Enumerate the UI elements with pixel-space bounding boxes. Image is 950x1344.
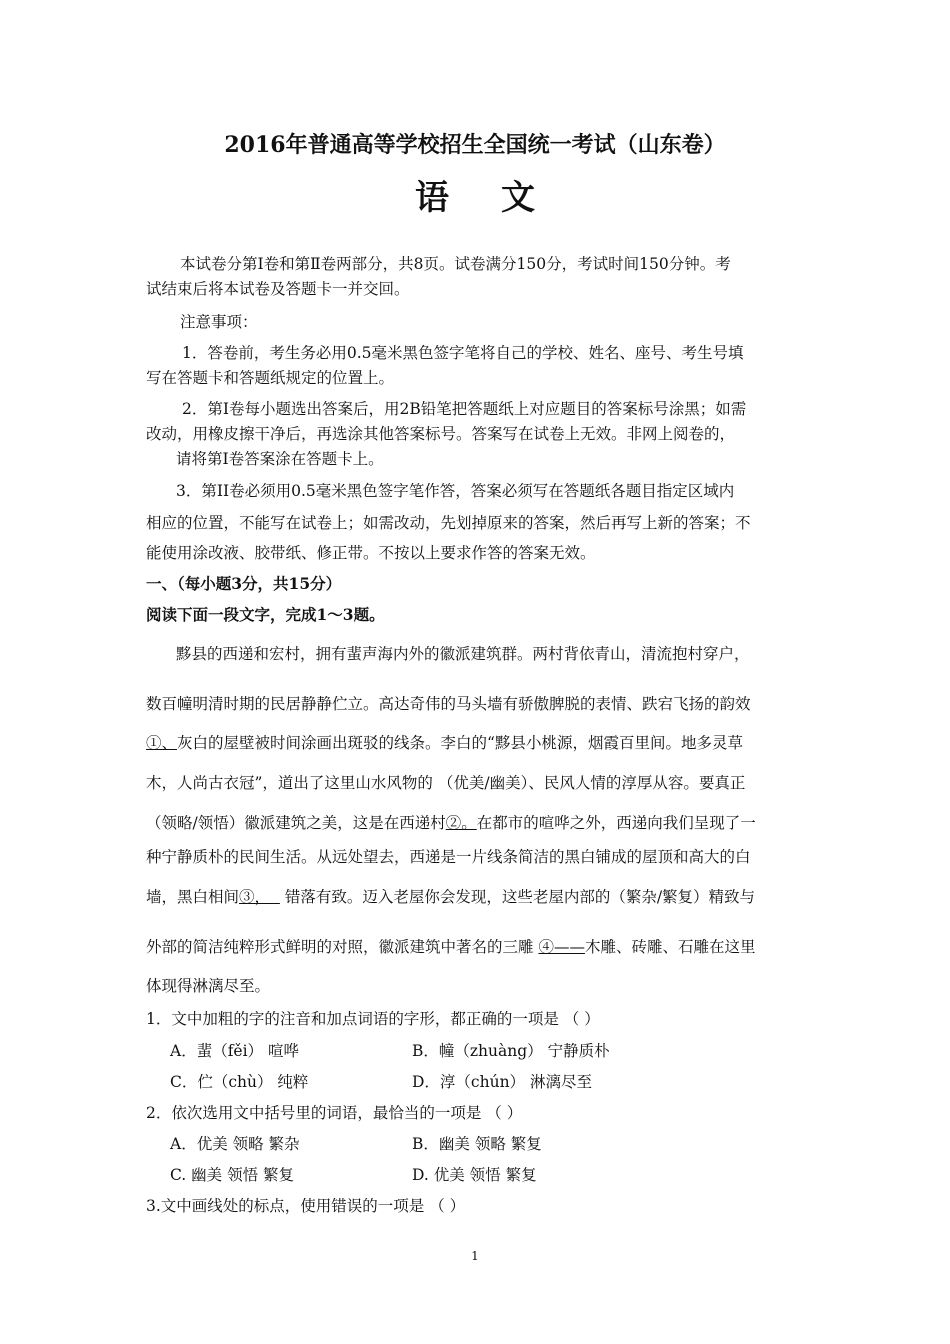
subject-title: 语文: [415, 178, 587, 218]
intro-line-2: 试结束后将本试卷及答题卡一并交回。: [146, 280, 410, 298]
blank-4: ④——: [538, 938, 585, 956]
passage-line-8-text-a: 外部的简洁纯粹形式鲜明的对照，徽派建筑中著名的三雕: [146, 938, 539, 956]
passage-line-1: 黟县的西递和宏村，拥有蜚声海内外的徽派建筑群。两村背依青山，清流抱村穿户，: [176, 645, 750, 663]
passage-line-2: 数百幢明清时期的民居静静伫立。高达奇伟的马头墙有骄傲脾脱的表情、跌宕飞扬的韵效: [146, 695, 751, 713]
passage-line-3: [146, 731, 743, 753]
note-2-line-3: 请将第Ⅰ卷答案涂在答题卡上。: [176, 450, 384, 468]
notes-heading: 注意事项：: [180, 313, 258, 331]
note-2-line-2: 改动，用橡皮擦干净后，再选涂其他答案标号。答案写在试卷上无效。非网上阅卷的，: [146, 425, 736, 443]
blank-1: ①、: [146, 734, 178, 752]
passage-line-8-text-b: 木雕、砖雕、石雕在这里: [584, 938, 756, 956]
note-2-line-1: 2．第Ⅰ卷每小题选出答案后，用2B铅笔把答题纸上对应题目的答案标号涂黑；如需: [182, 400, 747, 418]
question-2-option-d: D. 优美 领悟 繁复: [412, 1166, 537, 1184]
note-3-line-1: 3．第II卷必须用0.5毫米黑色签字笔作答，答案必须写在答题纸各题目指定区域内: [176, 482, 735, 500]
question-2-stem: 2．依次选用文中括号里的词语，最恰当的一项是 （ ）: [146, 1104, 523, 1122]
passage-line-7-text-a: 墙，黑白相间: [146, 888, 240, 906]
note-3-line-2: 相应的位置，不能写在试卷上；如需改动，先划掉原来的答案，然后再写上新的答案；不: [146, 514, 751, 532]
passage-line-5-text-a: （领略/领悟）徽派建筑之美，这是在西递村: [146, 814, 446, 832]
section-1-heading: 一、（每小题3分，共15分）: [146, 574, 342, 593]
intro-line-1: 本试卷分第Ⅰ卷和第Ⅱ卷两部分，共8页。试卷满分150分，考试时间150分钟。考: [180, 255, 731, 273]
reading-instruction: 阅读下面一段文字，完成1～3题。: [146, 605, 385, 624]
passage-line-8: [146, 935, 755, 957]
passage-line-7-text-b: 错落有致。迈入老屋你会发现，这些老屋内部的（繁杂/繁复）精致与: [284, 888, 756, 906]
question-1-option-d: D．淳（chún） 淋漓尽至: [412, 1073, 592, 1091]
question-3-stem: 3.文中画线处的标点，使用错误的一项是 （ ）: [146, 1197, 466, 1215]
question-2-option-c: C. 幽美 领悟 繁复: [170, 1166, 295, 1184]
note-3-line-3: 能使用涂改液、胶带纸、修正带。不按以上要求作答的答案无效。: [146, 544, 596, 562]
question-1-option-b: B．幢（zhuàng） 宁静质朴: [412, 1042, 610, 1060]
question-1-stem: 1．文中加粗的字的注音和加点词语的字形，都正确的一项是 （ ）: [146, 1010, 600, 1028]
question-2-option-a: A．优美 领略 繁杂: [170, 1135, 300, 1153]
passage-line-3-text: 灰白的屋壁被时间涂画出斑驳的线条。李白的“黟县小桃源，烟霞百里间。地多灵草: [177, 734, 743, 752]
note-1-line-1: 1．答卷前，考生务必用0.5毫米黑色签字笔将自己的学校、姓名、座号、考生号填: [182, 344, 744, 362]
question-2-option-b: B．幽美 领略 繁复: [412, 1135, 542, 1153]
blank-2: ②。: [445, 814, 477, 832]
exam-title: 2016年普通高等学校招生全国统一考试（山东卷）: [224, 132, 726, 158]
question-1-option-a: A．蜚（fěi） 喧哗: [170, 1042, 299, 1060]
page-number: 1: [471, 1249, 479, 1263]
passage-line-5-text-b: 在都市的喧哗之外，西递向我们呈现了一: [476, 814, 756, 832]
note-1-line-2: 写在答题卡和答题纸规定的位置上。: [146, 369, 395, 387]
passage-line-4: 木，人尚古衣冠”，道出了这里山水风物的 （优美/幽美）、民风人情的淳厚从容。要真正: [146, 774, 746, 792]
passage-line-5: [146, 811, 756, 833]
passage-line-6: 种宁静质朴的民间生活。从远处望去，西递是一片线条简洁的黑白铺成的屋顶和高大的白: [146, 848, 751, 866]
blank-3: ③，: [239, 888, 271, 906]
passage-line-9: 体现得淋漓尽至。: [146, 977, 271, 995]
passage-line-7: [146, 885, 755, 907]
question-1-option-c: C．伫（chù） 纯粹: [170, 1073, 309, 1091]
